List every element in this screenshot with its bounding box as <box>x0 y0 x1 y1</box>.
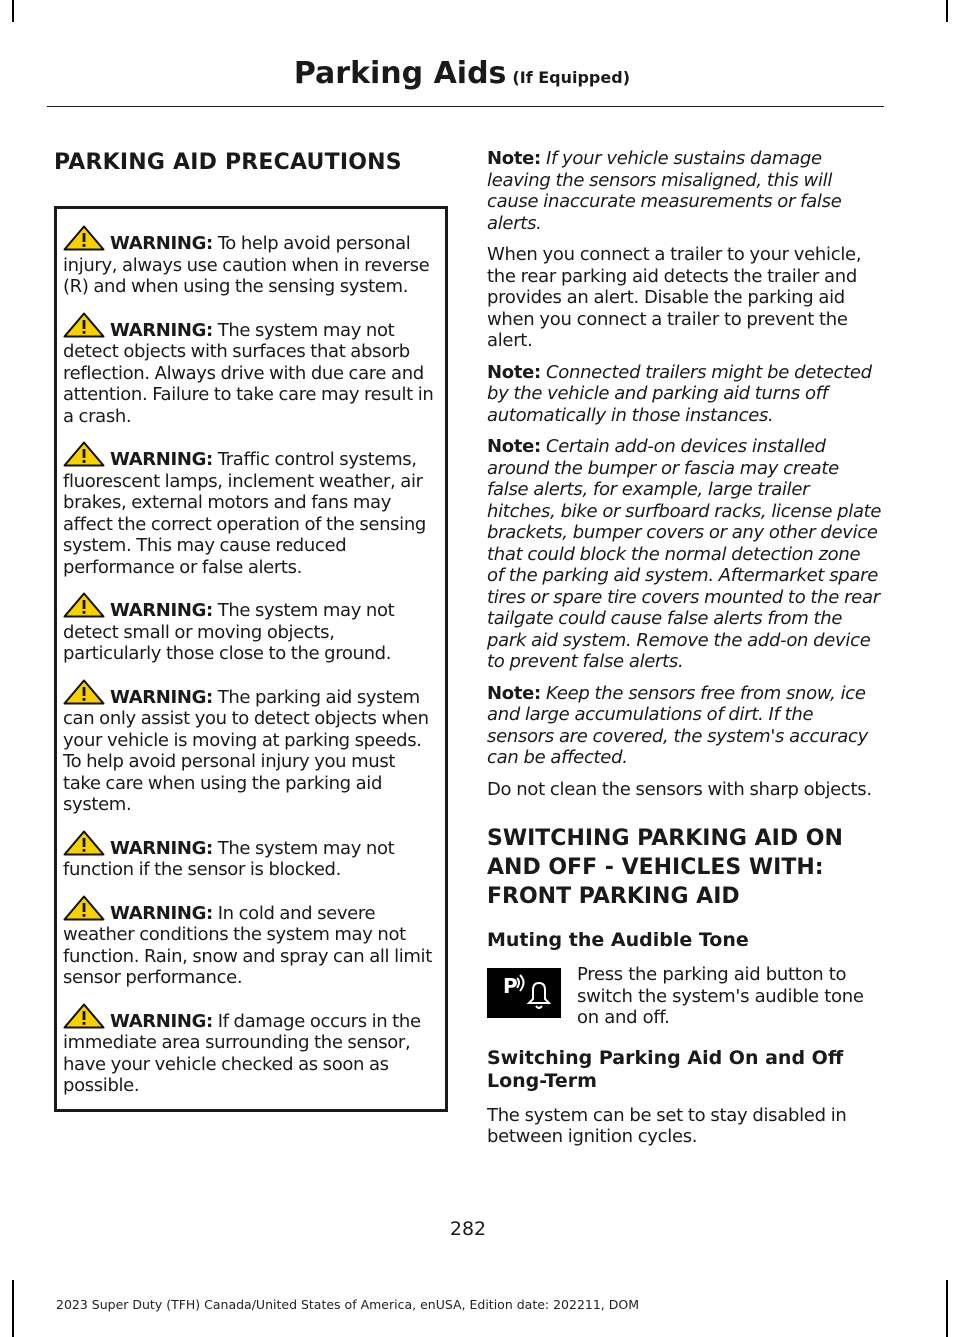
heading-line: SWITCHING PARKING AID ON <box>487 826 843 851</box>
note-text: If your vehicle sustains damage leaving the sensors misaligned, this will cause inaccurate measurements or false alerts. <box>487 148 842 234</box>
heading-line: AND OFF - VEHICLES WITH: <box>487 855 824 880</box>
crop-mark <box>12 1280 14 1337</box>
paragraph-disabled-cycles: The system can be set to stay disabled in between ignition cycles. <box>487 1104 847 1147</box>
section-heading-precautions: PARKING AID PRECAUTIONS <box>54 150 402 175</box>
warning-text: The system may not detect small or moving objects, particularly those close to the ground. <box>63 600 395 664</box>
warning-item <box>63 312 437 428</box>
left-column <box>54 148 446 1112</box>
parking-aid-button-description: Press the parking aid button to switch the system's audible tone on and off. <box>577 964 864 1028</box>
page-header-title <box>294 56 630 91</box>
warning-label: WARNING: <box>110 686 213 708</box>
warning-text: If damage occurs in the immediate area surrounding the sensor, have your vehicle checked as soon as possible. <box>63 1010 421 1096</box>
note-label: Note: <box>487 361 541 383</box>
warning-triangle-icon <box>63 679 105 705</box>
warning-item <box>63 225 437 298</box>
warning-label: WARNING: <box>110 600 213 621</box>
paragraph-sharp-objects: Do not clean the sensors with sharp objects. <box>487 778 872 800</box>
subheading-long-term: Switching Parking Aid On and Off Long-Term <box>487 1046 844 1092</box>
paragraph-trailer: When you connect a trailer to your vehicle, the rear parking aid detects the trailer and provides an alert. Disable the parking aid when you connect a trailer to prevent the alert. <box>487 244 862 351</box>
heading-line: FRONT PARKING AID <box>487 884 740 909</box>
header-title-suffix: (If Equipped) <box>512 68 630 87</box>
warning-text: The system may not function if the sensor is blocked. <box>63 837 395 880</box>
warnings-box <box>54 206 448 1112</box>
subheading-muting: Muting the Audible Tone <box>487 929 749 951</box>
warning-text: In cold and severe weather conditions the system may not function. Rain, snow and spray can all limit sensor performance. <box>63 902 432 988</box>
right-column <box>487 148 882 1158</box>
note-misaligned <box>487 148 882 234</box>
warning-triangle-icon <box>63 312 105 338</box>
crop-mark <box>946 1280 948 1337</box>
warning-label: WARNING: <box>110 449 213 470</box>
warning-text: To help avoid personal injury, always use caution when in reverse (R) and when using the sensing system. <box>63 233 430 297</box>
note-text: Connected trailers might be detected by the vehicle and parking aid turns off automatically in those instances. <box>487 361 872 426</box>
warning-triangle-icon <box>63 1003 105 1029</box>
warning-label: WARNING: <box>110 319 213 341</box>
warning-item <box>63 592 437 665</box>
svg-text:P: P <box>503 974 518 998</box>
note-add-on-devices <box>487 436 882 673</box>
section-heading-switching <box>487 824 882 911</box>
header-title-text: Parking Aids <box>293 56 507 91</box>
warning-triangle-icon <box>63 895 105 921</box>
parking-aid-button-row <box>487 964 882 1029</box>
crop-mark <box>12 0 14 22</box>
page-number: 282 <box>449 1218 487 1240</box>
warning-text: The parking aid system can only assist you to detect objects when your vehicle is moving at parking speeds. To help avoid personal injury you must take care when using the parking aid system. <box>63 686 429 815</box>
warning-triangle-icon <box>63 225 105 251</box>
header-divider <box>47 106 884 107</box>
warning-item <box>63 1003 437 1097</box>
warning-text: The system may not detect objects with surfaces that absorb reflection. Always drive with due care and attention. Failure to take care may result in a crash. <box>63 319 434 427</box>
warning-text: Traffic control systems, fluorescent lamps, inclement weather, air brakes, external motors and fans may affect the correct operation of the sensing system. This may cause reduced performance or false alerts. <box>63 449 426 578</box>
warning-label: WARNING: <box>110 233 213 254</box>
warning-label: WARNING: <box>110 1010 213 1032</box>
warning-item <box>63 830 437 881</box>
warning-item <box>63 441 437 578</box>
crop-mark <box>946 0 948 22</box>
note-text: Certain add-on devices installed around the bumper or fascia may create false alerts, for example, large trailer hitches, bike or surfboard racks, license plate brackets, bumper covers or any other device that could block the normal detection zone of the parking aid system. Aftermarket spare tires or spare tire covers mounted to the rear tailgate could cause false alerts from the park aid system. Remove the add-on device to prevent false alerts. <box>487 436 882 672</box>
note-label: Note: <box>487 148 541 169</box>
warning-item <box>63 895 437 989</box>
note-text: Keep the sensors free from snow, ice and large accumulations of dirt. If the sensors are covered, the system's accuracy can be affected. <box>487 682 868 768</box>
note-trailer-detected <box>487 362 882 427</box>
parking-aid-bell-icon <box>487 968 561 1018</box>
warning-triangle-icon <box>63 830 105 856</box>
warning-item <box>63 679 437 816</box>
note-label: Note: <box>487 436 541 457</box>
warning-triangle-icon <box>63 441 105 467</box>
warning-label: WARNING: <box>110 902 213 924</box>
warning-label: WARNING: <box>110 837 213 859</box>
note-keep-clean <box>487 683 882 769</box>
warning-triangle-icon <box>63 592 105 618</box>
note-label: Note: <box>487 682 541 704</box>
footer-edition: 2023 Super Duty (TFH) Canada/United States of America, enUSA, Edition date: 202211, DOM <box>56 1297 640 1312</box>
